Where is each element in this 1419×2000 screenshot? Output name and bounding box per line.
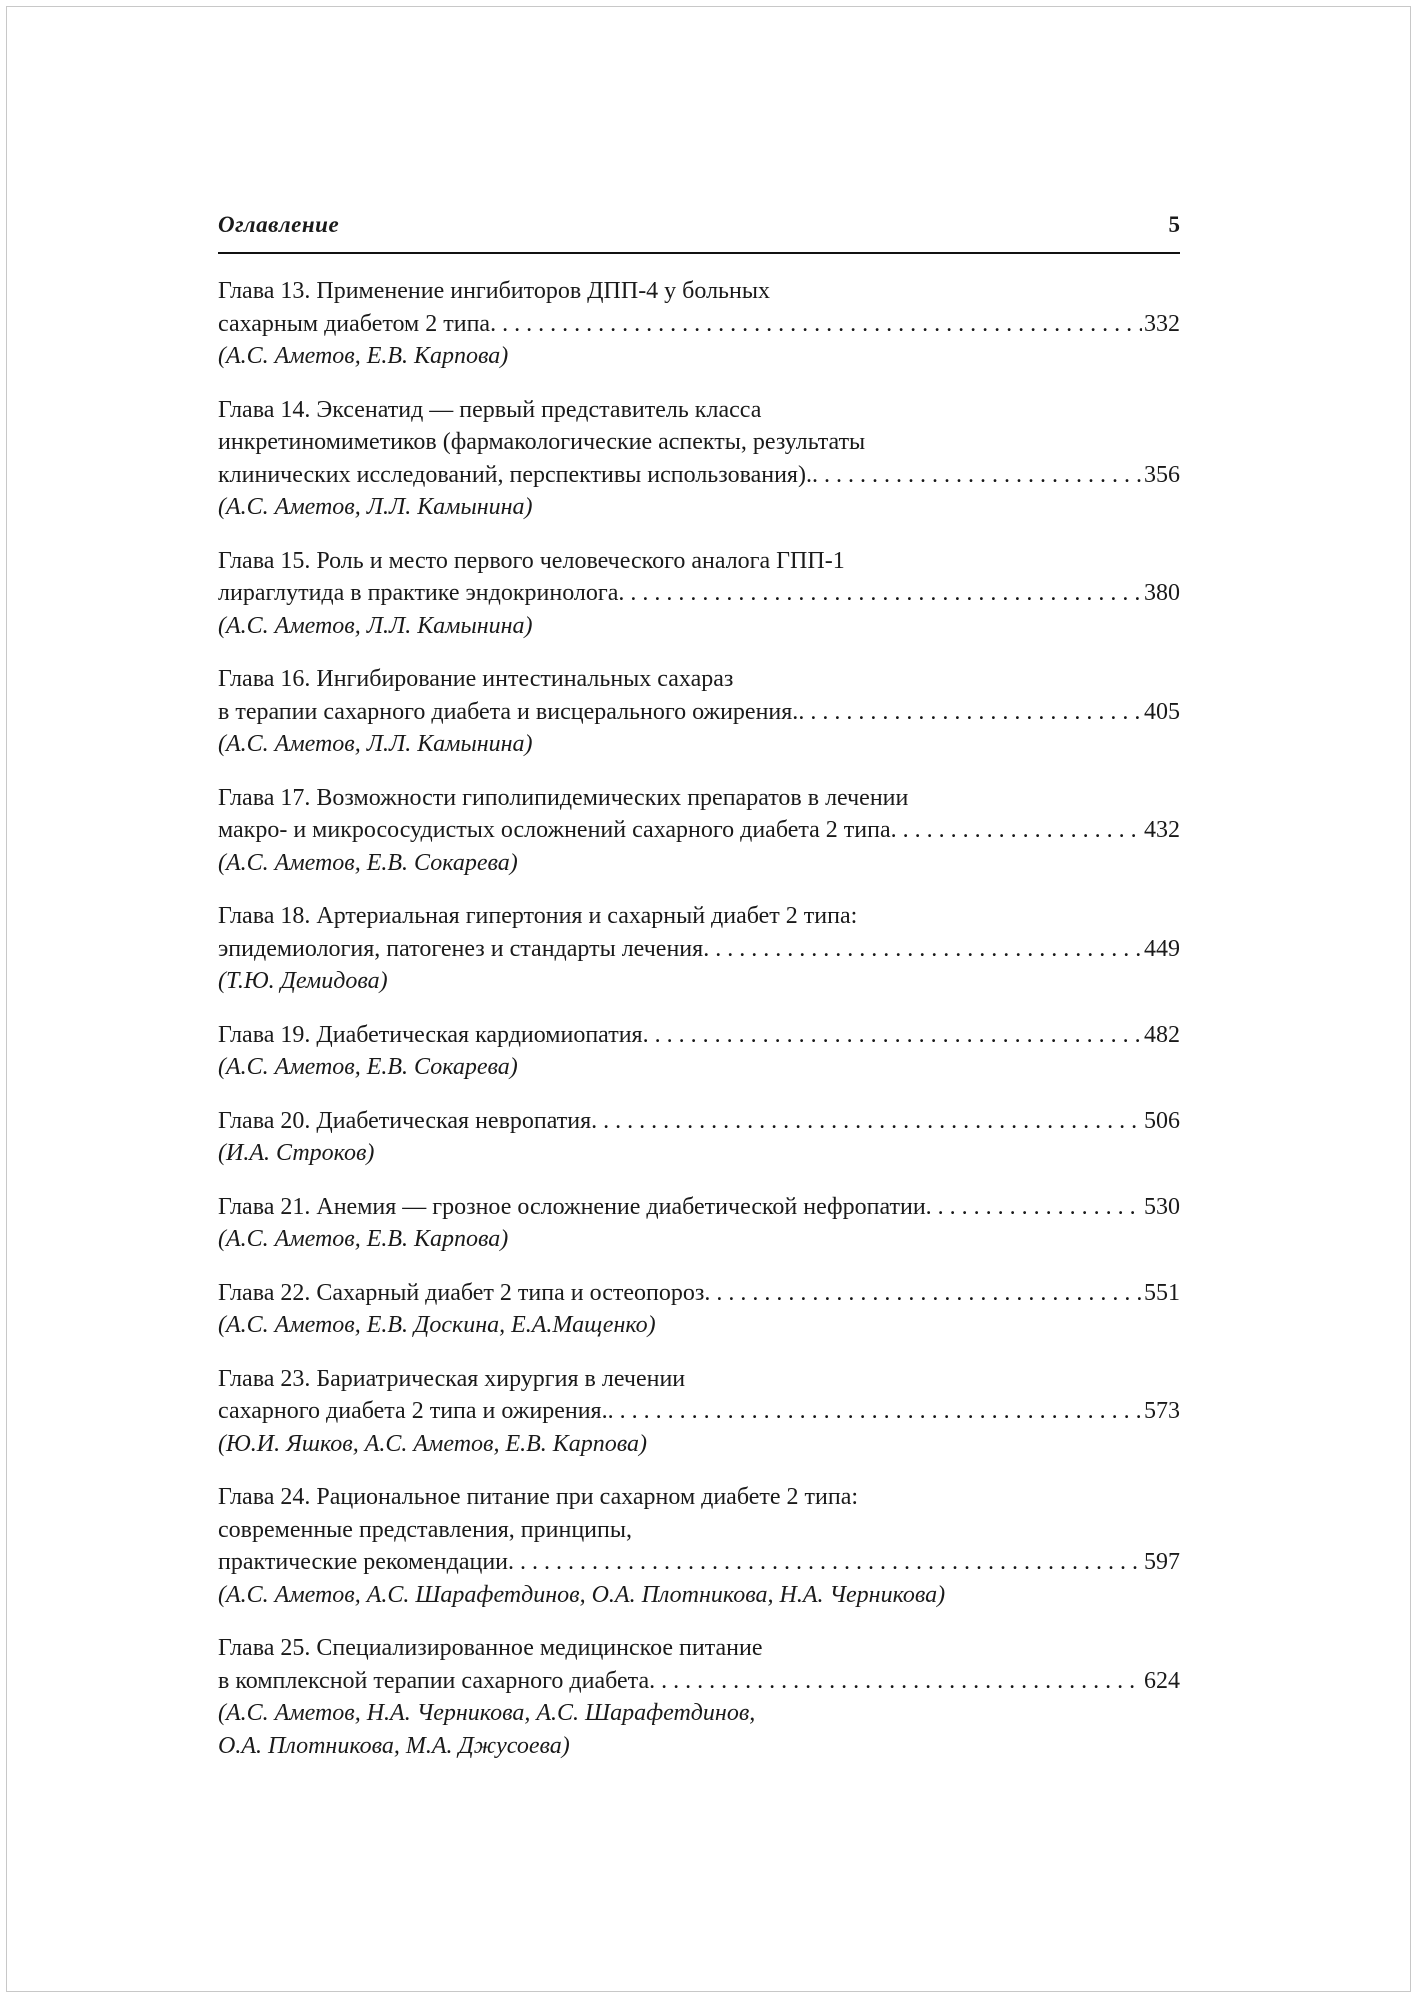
toc-entry-page-number: 482 (1144, 1021, 1180, 1048)
toc-entry-page-number: 624 (1144, 1667, 1180, 1694)
toc-entry (218, 1019, 1180, 1084)
toc-entry-title-line: Глава 25. Специализированное медицинское питание (218, 1635, 763, 1661)
toc-entry-title-line: инкретиномиметиков (фармакологические аспекты, результаты (218, 429, 866, 455)
toc-entry-page-number: 405 (1144, 698, 1180, 725)
toc-entry-title-line: Глава 20. Диабетическая невропатия (218, 1107, 592, 1134)
toc-entry-page-number: 332 (1144, 310, 1180, 337)
toc-entry-authors: О.А. Плотникова, М.А. Джусоева) (218, 1732, 570, 1759)
toc-entry-authors: (А.С. Аметов, Е.В. Сокарева) (218, 1054, 518, 1080)
toc-entry-title-line: Глава 23. Бариатрическая хирургия в лечении (218, 1365, 686, 1392)
dot-leader (926, 1191, 1142, 1224)
toc-entry-leader-line (218, 1019, 1180, 1052)
toc-entry (218, 1105, 1180, 1170)
toc-entry-page-number: 551 (1144, 1279, 1180, 1306)
toc-entry (218, 1277, 1180, 1342)
dot-leader (508, 1546, 1142, 1579)
table-of-contents (218, 275, 1180, 1762)
toc-entry-authors: (И.А. Строков) (218, 1140, 375, 1166)
toc-entry-title-line: сахарным диабетом 2 типа (218, 310, 491, 337)
toc-entry-title-line: макро- и микрососудистых осложнений сахарного диабета 2 типа (218, 817, 891, 843)
toc-entry-title-line: в комплексной терапии сахарного диабета (218, 1667, 650, 1694)
toc-entry-leader-line (218, 1277, 1180, 1310)
toc-entry-authors: (А.С. Аметов, Е.В. Карпова) (218, 343, 509, 369)
toc-entry-authors: (А.С. Аметов, Л.Л. Камынина) (218, 612, 533, 639)
toc-entry (218, 1632, 1180, 1762)
toc-entry (218, 275, 1180, 373)
toc-entry-page-number: 506 (1144, 1107, 1180, 1134)
dot-leader (704, 1277, 1142, 1310)
page-title: Оглавление (218, 212, 340, 237)
toc-entry-title-line: Глава 22. Сахарный диабет 2 типа и остеопороз (218, 1279, 705, 1306)
dot-leader (608, 1395, 1142, 1428)
toc-entry-leader-line (218, 696, 1180, 729)
toc-entry (218, 663, 1180, 761)
toc-entry-page-number: 432 (1144, 817, 1180, 843)
toc-entry-title-line: Глава 18. Артериальная гипертония и сахарный диабет 2 типа: (218, 903, 858, 929)
toc-entry-title-line: современные представления, принципы, (218, 1516, 632, 1543)
toc-entry (218, 900, 1180, 998)
toc-entry-leader-line (218, 1546, 1180, 1579)
dot-leader (591, 1105, 1142, 1138)
toc-entry (218, 1481, 1180, 1611)
toc-entry-authors: (А.С. Аметов, Е.В. Сокарева) (218, 849, 518, 876)
toc-entry-leader-line (218, 459, 1180, 492)
dot-leader (490, 308, 1142, 341)
dot-leader (649, 1665, 1142, 1698)
toc-entry (218, 394, 1180, 524)
toc-entry-authors: (А.С. Аметов, Е.В. Карпова) (218, 1226, 509, 1252)
toc-entry (218, 1363, 1180, 1461)
toc-entry-title-line: Глава 21. Анемия — грозное осложнение диабетической нефропатии (218, 1193, 926, 1220)
toc-entry-title-line: в терапии сахарного диабета и висцерального ожирения. (218, 698, 799, 725)
page-number: 5 (1168, 212, 1180, 237)
dot-leader (643, 1019, 1142, 1052)
dot-leader (798, 696, 1142, 729)
toc-entry-page-number: 380 (1144, 580, 1180, 606)
toc-entry (218, 1191, 1180, 1256)
toc-entry-authors: (А.С. Аметов, Н.А. Черникова, А.С. Шарафетдинов, (218, 1700, 756, 1726)
toc-entry-title-line: Глава 19. Диабетическая кардиомиопатия (218, 1021, 643, 1048)
dot-leader (891, 814, 1142, 847)
toc-entry-page-number: 573 (1144, 1398, 1180, 1424)
dot-leader (703, 933, 1142, 966)
toc-entry-title-line: сахарного диабета 2 типа и ожирения. (218, 1398, 608, 1424)
toc-entry-title-line: Глава 13. Применение ингибиторов ДПП-4 у больных (218, 278, 770, 304)
toc-entry-page-number: 597 (1144, 1549, 1180, 1575)
toc-entry-authors: (А.С. Аметов, Е.В. Доскина, Е.А.Мащенко) (218, 1312, 656, 1338)
toc-entry-authors: (А.С. Аметов, Л.Л. Камынина) (218, 731, 533, 757)
toc-entry-title-line: лираглутида в практике эндокринолога (218, 580, 619, 606)
toc-entry-leader-line (218, 814, 1180, 847)
toc-entry-authors: (А.С. Аметов, А.С. Шарафетдинов, О.А. Плотникова, Н.А. Черникова) (218, 1581, 946, 1608)
toc-entry-title-line: Глава 16. Ингибирование интестинальных сахараз (218, 666, 734, 692)
toc-entry-title-line: Глава 15. Роль и место первого человеческого аналога ГПП-1 (218, 547, 845, 574)
toc-entry-leader-line (218, 577, 1180, 610)
toc-entry (218, 545, 1180, 643)
dot-leader (618, 577, 1142, 610)
toc-entry-title-line: Глава 14. Эксенатид — первый представитель класса (218, 396, 762, 423)
toc-entry-leader-line (218, 1191, 1180, 1224)
toc-entry-leader-line (218, 1395, 1180, 1428)
toc-entry-title-line: клинических исследований, перспективы использования). (218, 461, 812, 488)
toc-entry-leader-line (218, 1665, 1180, 1698)
toc-entry-title-line: Глава 17. Возможности гиполипидемических препаратов в лечении (218, 784, 909, 811)
dot-leader (812, 459, 1142, 492)
toc-entry-page-number: 356 (1144, 461, 1180, 488)
toc-entry-title-line: эпидемиология, патогенез и стандарты лечения (218, 935, 704, 962)
toc-entry (218, 782, 1180, 880)
toc-entry-leader-line (218, 1105, 1180, 1138)
toc-entry-authors: (А.С. Аметов, Л.Л. Камынина) (218, 494, 533, 520)
toc-entry-authors: (Ю.И. Яшков, А.С. Аметов, Е.В. Карпова) (218, 1430, 647, 1457)
toc-entry-title-line: практические рекомендации (218, 1549, 509, 1575)
toc-entry-page-number: 530 (1144, 1193, 1180, 1220)
toc-entry-page-number: 449 (1144, 935, 1180, 962)
toc-entry-title-line: Глава 24. Рациональное питание при сахарном диабете 2 типа: (218, 1484, 859, 1510)
running-head (218, 212, 1180, 254)
toc-entry-authors: (Т.Ю. Демидова) (218, 968, 388, 994)
toc-entry-leader-line (218, 308, 1180, 341)
toc-entry-leader-line (218, 933, 1180, 966)
